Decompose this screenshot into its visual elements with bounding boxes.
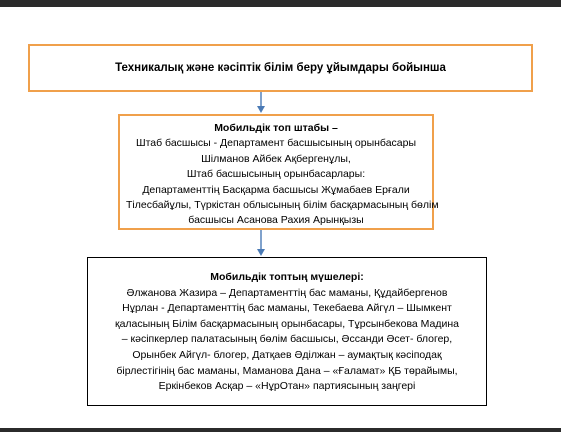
mobile-group-members-box (87, 257, 487, 406)
top-heading-box (28, 44, 533, 92)
top-heading-text: Техникалық және кәсіптік білім беру ұйымдары бойынша (115, 62, 446, 74)
headquarters-line: Шілманов Айбек Ақбергенұлы, (201, 152, 351, 165)
down-arrow-icon (256, 230, 266, 257)
headquarters-line: Штаб басшысының орынбасарлары: (186, 168, 366, 181)
headquarters-line: басшысы Асанова Рахия Арынқызы (188, 214, 364, 227)
members-line: Еркінбеков Асқар – «НұрОтан» партиясының заңгері (158, 380, 416, 393)
members-line: Орынбек Айгүл- блогер, Датқаев Әділжан – аумақтық кәсіподақ (132, 348, 442, 361)
members-line: Әлжанова Жазира – Департаменттің бас маманы, Құдайбергенов (126, 286, 448, 299)
members-line: – кәсіпкерлер палатасының бөлім басшысы, Әссанди Әсет- блогер, (121, 333, 453, 346)
mobile-group-headquarters-box (118, 114, 439, 230)
headquarters-title: Мобильдік топ штабы – (214, 122, 338, 134)
members-title: Мобильдік топтың мүшелері: (210, 271, 364, 283)
headquarters-line: Тілесбайұлы, Түркістан облысының білім басқармасының бөлім (126, 199, 439, 212)
headquarters-line: Департаменттің Басқарма басшысы Жұмабаев Ерғали (142, 183, 410, 196)
down-arrow-icon (256, 92, 266, 114)
members-line: Нұрлан - Департаменттің бас маманы, Текебаева Айгүл – Шымкент (122, 302, 452, 315)
bottom-frame-strip (0, 428, 561, 432)
members-line: қаласының Білім басқармасының орынбасары, Тұрсынбекова Мадина (114, 317, 459, 330)
top-frame-strip (0, 0, 561, 7)
headquarters-line: Штаб басшысы - Департамент басшысының орынбасары (135, 137, 417, 150)
members-line: бірлестігінің бас маманы, Маманова Дана – «Ғаламат» ҚБ төрайымы, (116, 364, 458, 377)
